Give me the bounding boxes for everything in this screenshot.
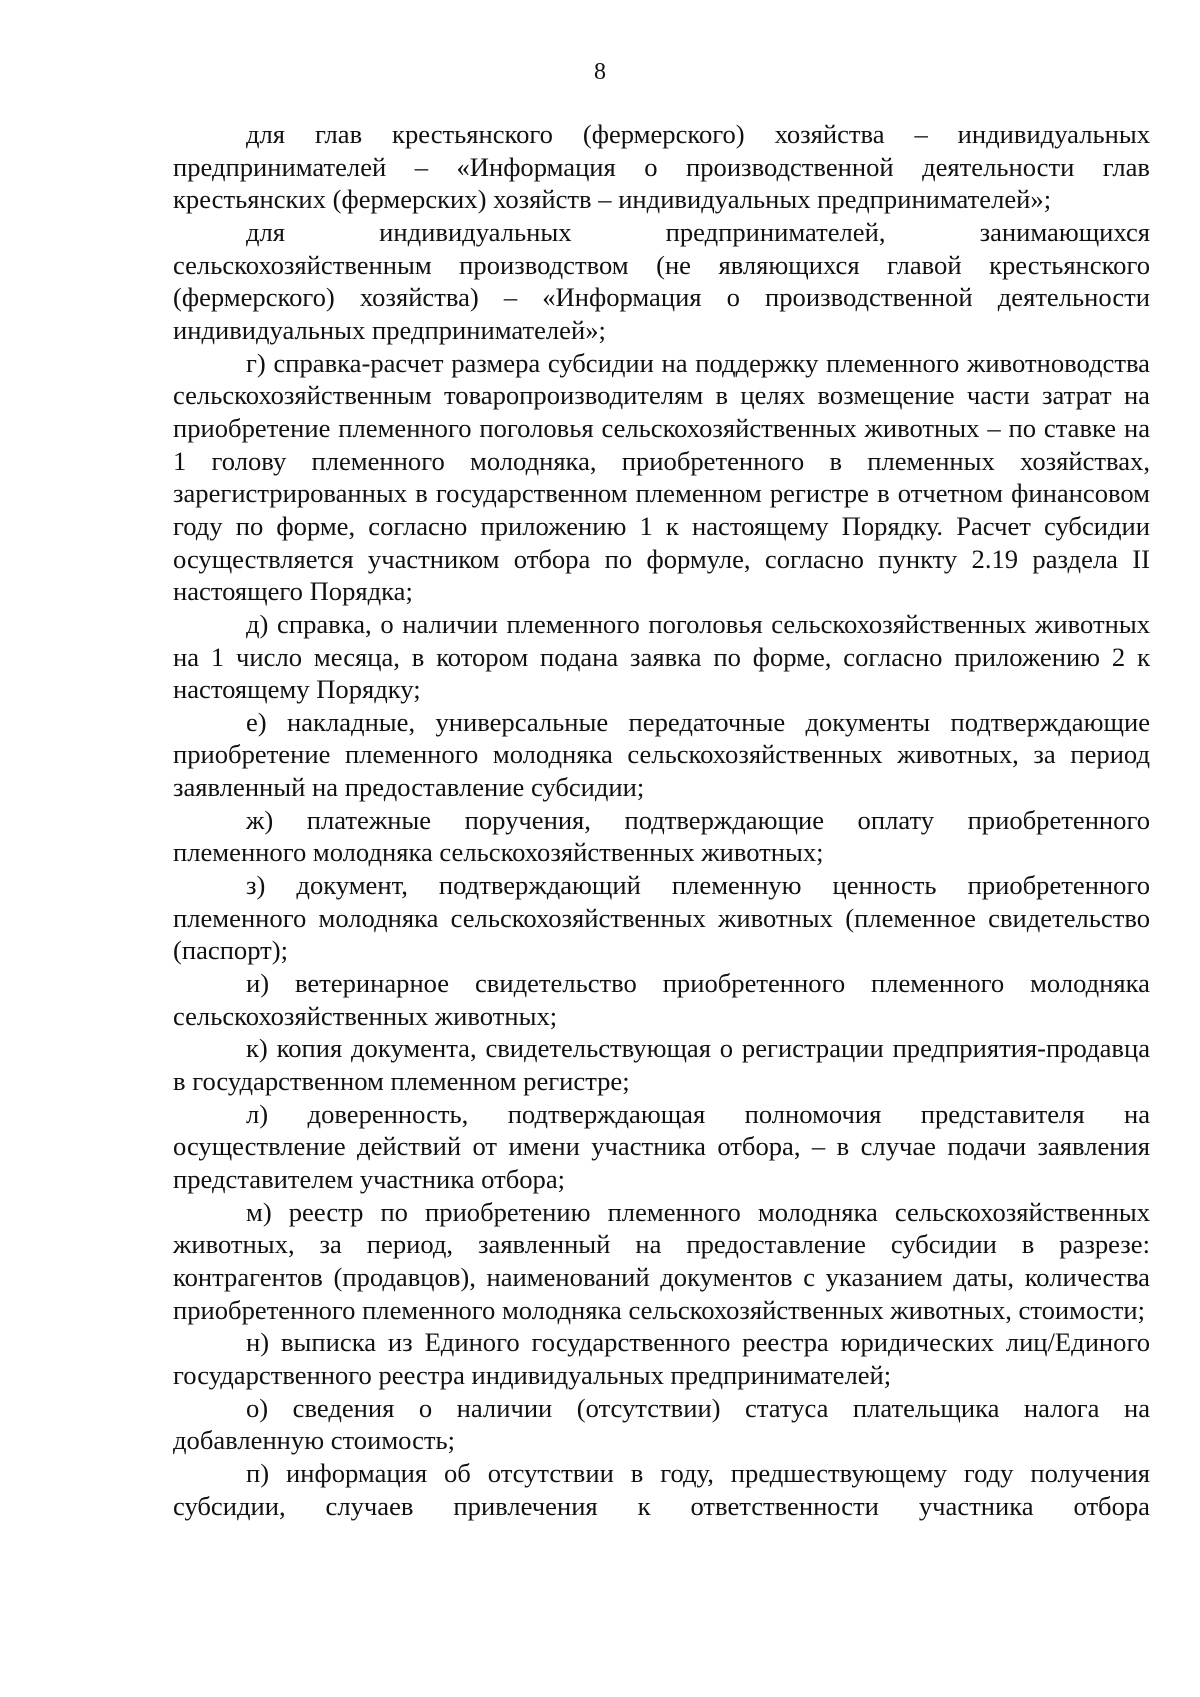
paragraph-item-d-livestock-certificate: д) справка, о наличии племенного поголовья сельскохозяйственных животных на 1 число месяца, в котором подана заявка по форме, согласно приложению 2 к настоящему Порядку; xyxy=(173,608,1150,705)
paragraph-item-l-power-of-attorney: л) доверенность, подтверждающая полномочия представителя на осуществление действий от имени участника отбора, – в случае подачи заявления представителем участника отбора; xyxy=(173,1098,1150,1194)
paragraph-peasant-farm-heads: для глав крестьянского (фермерского) хозяйства – индивидуальных предпринимателей – «Информация о производственной деятельности глав крестьянских (фермерских) хозяйств – индивидуальных предпринимателей»; xyxy=(173,119,1150,215)
paragraph-item-e-invoices: е) накладные, универсальные передаточные документы подтверждающие приобретение племенного молодняка сельскохозяйственных животных, за период заявленный на предоставление субсидии; xyxy=(173,706,1150,803)
paragraph-item-i-veterinary-certificate: и) ветеринарное свидетельство приобретенного племенного молодняка сельскохозяйственных животных; xyxy=(173,968,1150,1031)
paragraph-item-o-vat-status: о) сведения о наличии (отсутствии) статуса плательщика налога на добавленную стоимость; xyxy=(173,1392,1150,1456)
paragraph-item-z-breeding-value-document: з) документ, подтверждающий племенную ценность приобретенного племенного молодняка сельскохозяйственных животных (племенное свидетельство (паспорт); xyxy=(173,870,1150,966)
paragraph-item-k-registration-copy: к) копия документа, свидетельствующая о регистрации предприятия-продавца в государственном племенном регистре; xyxy=(173,1033,1150,1097)
paragraph-item-zh-payment-orders: ж) платежные поручения, подтверждающие оплату приобретенного племенного молодняка сельскохозяйственных животных; xyxy=(173,804,1150,868)
paragraph-individual-entrepreneurs: для индивидуальных предпринимателей, занимающихся сельскохозяйственным производством (не являющихся главой крестьянского (фермерского) хозяйства) – «Информация о производственной деятельности индивидуальных предпринимателей»; xyxy=(173,216,1150,345)
paragraph-item-p-liability-information: п) информация об отсутствии в году, предшествующему году получения субсидии, случаев привлечения к ответственности участника отбора xyxy=(173,1457,1150,1521)
page-number: 8 xyxy=(594,59,606,85)
paragraph-item-g-subsidy-calculation: г) справка-расчет размера субсидии на поддержку племенного животноводства сельскохозяйственным товаропроизводителям в целях возмещение части затрат на приобретение племенного поголовья сельскохозяйственных животных – по ставке на 1 голову племенного молодняка, приобретенного в племенных хозяйствах, зарегистрированных в государственном племенном регистре в отчетном финансовом году по форме, согласно приложению 1 к настоящему Порядку. Расчет субсидии осуществляется участником отбора по формуле, согласно пункту 2.19 раздела II настоящего Порядка; xyxy=(173,347,1150,607)
paragraph-item-m-purchase-register: м) реестр по приобретению племенного молодняка сельскохозяйственных животных, за период, заявленный на предоставление субсидии в разрезе: контрагентов (продавцов), наименований документов с указанием даты, количества приобретенного племенного молодняка сельскохозяйственных животных, стоимости; xyxy=(173,1196,1150,1325)
paragraph-item-n-registry-extract: н) выписка из Единого государственного реестра юридических лиц/Единого государственного реестра индивидуальных предпринимателей; xyxy=(173,1327,1150,1390)
document-body xyxy=(173,118,1150,1522)
